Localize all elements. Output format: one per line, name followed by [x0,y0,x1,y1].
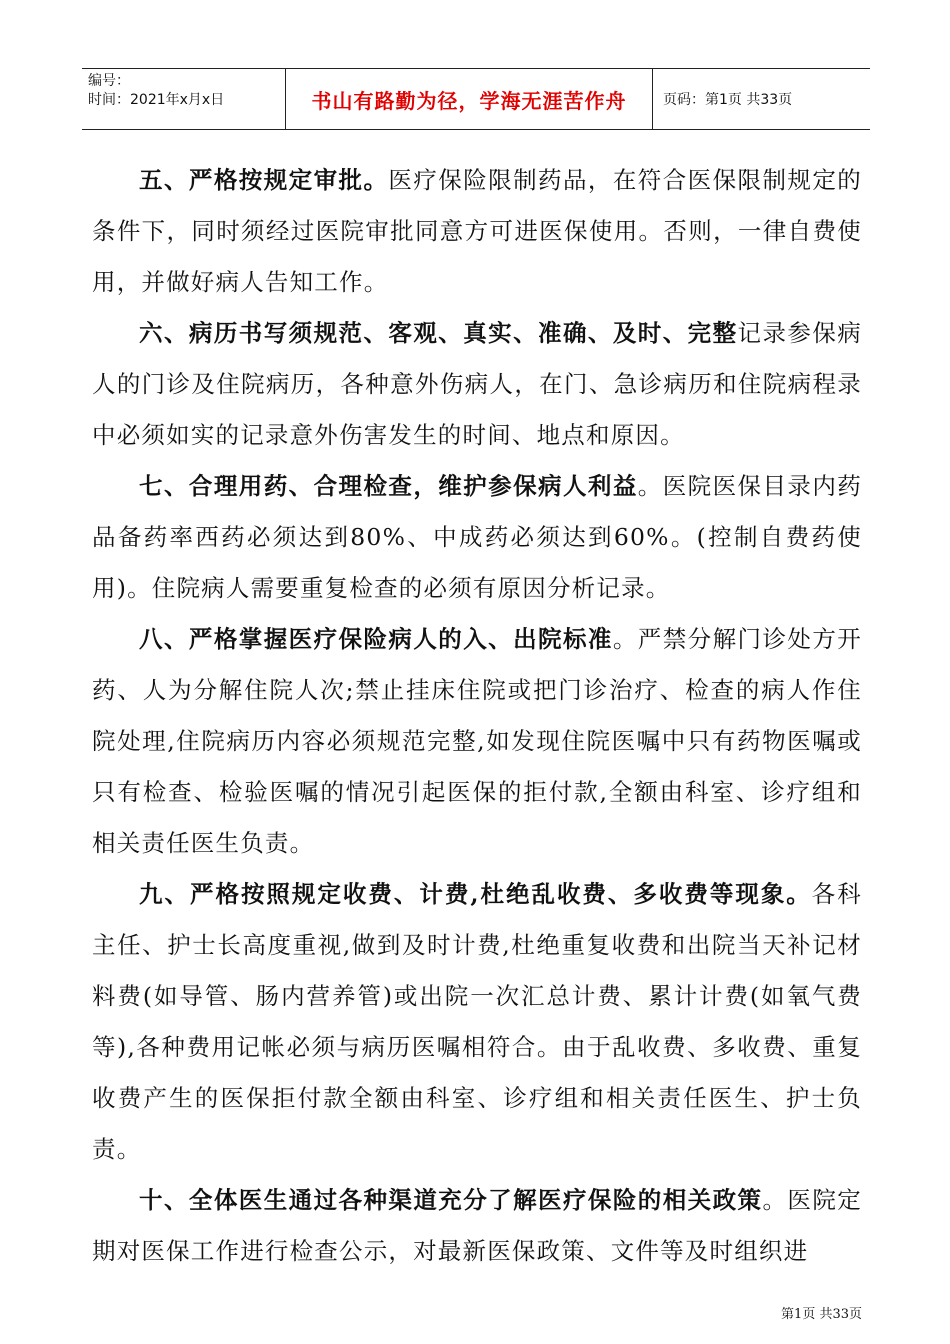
paragraph-5 [92,155,862,308]
paragraph-heading: 十、全体医生通过各种渠道充分了解医疗保险的相关政策 [139,1186,763,1214]
paragraph-10 [92,1175,862,1277]
paragraph-text: 记录参保病人的门诊及住院病历，各种意外伤病人，在门、急诊病历和住院病程录中必须如实的记录意外伤害发生的时间、地点和原因。 [92,319,862,449]
paragraph-text: 。严禁分解门诊处方开药、人为分解住院人次;禁止挂床住院或把门诊治疗、检查的病人作住院处理,住院病历内容必须规范完整,如发现住院医嘱中只有药物医嘱或只有检查、检验医嘱的情况引起医保的拒付款,全额由科室、诊疗组和相关责任医生负责。 [92,625,862,857]
paragraph-text: 。医院医保目录内药品备药率西药必须达到80%、中成药必须达到60%。(控制自费药使用)。住院病人需要重复检查的必须有原因分析记录。 [92,472,862,602]
paragraph-7 [92,461,862,614]
date-label: 时间：2021年x月x日 [88,92,225,108]
header-motto: 书山有路勤为径，学海无涯苦作舟 [285,69,653,129]
paragraph-heading: 八、严格掌握医疗保险病人的入、出院标准 [139,625,613,653]
paragraph-6 [92,308,862,461]
paragraph-9 [92,869,862,1175]
header-page-info: 页码：第1页 共33页 [663,92,793,108]
paragraph-heading: 七、合理用药、合理检查，维护参保病人利益 [139,472,638,500]
paragraph-heading: 五、严格按规定审批。 [139,166,389,194]
page-header [82,68,870,130]
paragraph-heading: 六、病历书写须规范、客观、真实、准确、及时、完整 [139,319,738,347]
header-meta [82,69,285,129]
paragraph-text: 各科主任、护士长高度重视,做到及时计费,杜绝重复收费和出院当天补记材料费(如导管、肠内营养管)或出院一次汇总计费、累计计费(如氧气费等),各种费用记帐必须与病历医嘱相符合。由于乱收费、多收费、重复收费产生的医保拒付款全额由科室、诊疗组和相关责任医生、护士负责。 [92,880,862,1163]
paragraph-8 [92,614,862,869]
page-footer: 第1页 共33页 [781,1307,862,1322]
document-body [92,155,862,1277]
paragraph-text: 。医院定期对医保工作进行检查公示，对最新医保政策、文件等及时组织进 [92,1186,863,1265]
paragraph-heading: 九、严格按照规定收费、计费,杜绝乱收费、多收费等现象。 [139,880,812,908]
paragraph-text: 医疗保险限制药品，在符合医保限制规定的条件下，同时须经过医院审批同意方可进医保使用。否则，一律自费使用，并做好病人告知工作。 [92,166,862,296]
number-label: 编号： [88,73,130,89]
